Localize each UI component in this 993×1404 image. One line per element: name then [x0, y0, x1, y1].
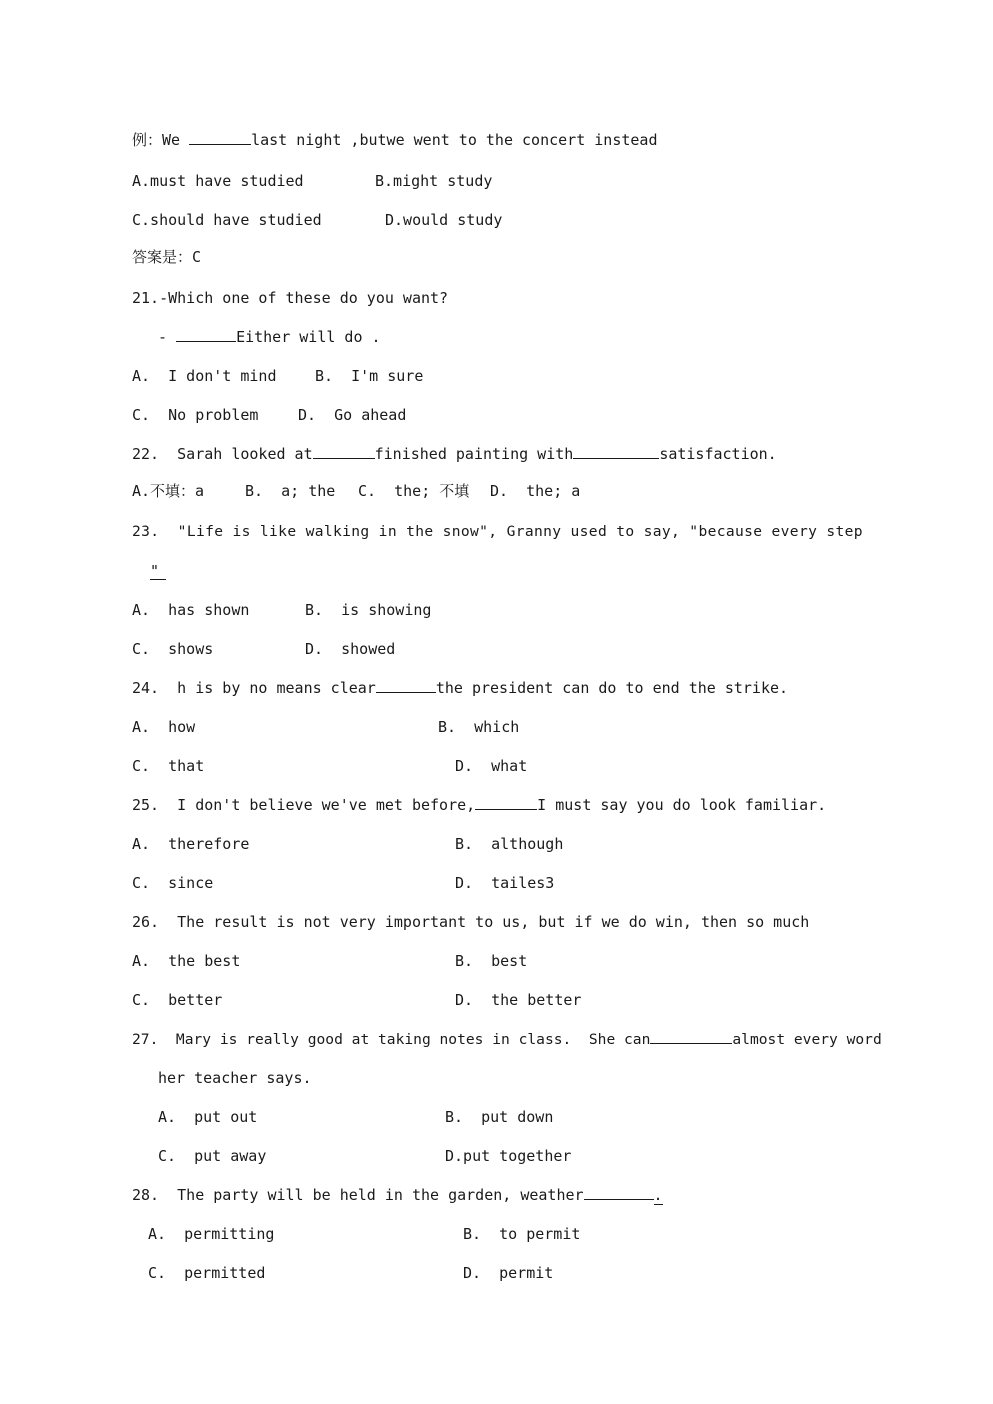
answer-blank-2 — [573, 444, 659, 459]
question-22-text: 22. Sarah looked at — [132, 445, 313, 463]
question-26: 26. The result is not very important to us, but if we do win, then so much — [132, 913, 810, 931]
q21-option-c: C. No problem — [132, 406, 259, 424]
q24-option-a: A. how — [132, 718, 196, 736]
q21-option-b: B. I'm sure — [315, 367, 424, 385]
question-27-text-end: almost every word — [732, 1031, 882, 1048]
q25-option-b: B. although — [455, 835, 564, 853]
question-24-text-end: the president can do to end the strike. — [435, 679, 789, 697]
question-22-text-end: satisfaction. — [659, 445, 777, 463]
example-question — [132, 130, 657, 150]
q21-option-a: A. I don't mind — [132, 367, 277, 385]
q27-option-c: C. put away — [158, 1147, 267, 1165]
q26-option-a: A. the best — [132, 952, 241, 970]
q28-option-c: C. permitted — [148, 1264, 266, 1282]
answer-blank — [584, 1185, 654, 1200]
example-option-c: C.should have studied — [132, 211, 322, 229]
q26-option-d: D. the better — [455, 991, 582, 1009]
q26-option-b: B. best — [455, 952, 528, 970]
q25-option-c: C. since — [132, 874, 214, 892]
question-23-line2: " — [150, 561, 166, 580]
question-28-text: 28. The party will be held in the garden, weather — [132, 1186, 584, 1204]
question-25-text: 25. I don't believe we've met before, — [132, 796, 476, 814]
question-24-text: 24. h is by no means clear — [132, 679, 376, 697]
answer-blank — [313, 444, 375, 459]
q23-option-c: C. shows — [132, 640, 214, 658]
answer-blank — [650, 1029, 732, 1044]
q22-option-c: C. the; 不填 — [358, 482, 470, 500]
question-21-dash: - — [158, 328, 177, 346]
example-option-d: D.would study — [385, 211, 503, 229]
example-question-text-end: last night ,butwe went to the concert instead — [251, 131, 658, 149]
answer-blank — [475, 795, 537, 810]
question-22 — [132, 444, 777, 464]
q27-option-a: A. put out — [158, 1108, 258, 1126]
q28-option-a: A. permitting — [148, 1225, 275, 1243]
q24-option-b: B. which — [438, 718, 520, 736]
q22-option-b: B. a; the — [245, 482, 336, 500]
example-answer: 答案是：C — [132, 248, 202, 266]
q23-option-d: D. showed — [305, 640, 396, 658]
q24-option-d: D. what — [455, 757, 528, 775]
answer-blank — [189, 130, 251, 145]
q28-option-b: B. to permit — [463, 1225, 581, 1243]
question-25 — [132, 795, 826, 815]
question-24 — [132, 678, 788, 698]
answer-blank — [376, 678, 436, 693]
question-25-text-end: I must say you do look familiar. — [537, 796, 827, 814]
example-option-a: A.must have studied — [132, 172, 304, 190]
question-21: 21.-Which one of these do you want? — [132, 289, 449, 307]
q27-option-d: D.put together — [445, 1147, 572, 1165]
question-28 — [132, 1185, 663, 1205]
question-27 — [132, 1029, 882, 1050]
example-option-b: B.might study — [375, 172, 493, 190]
answer-blank — [176, 327, 236, 342]
q21-option-d: D. Go ahead — [298, 406, 407, 424]
q22-option-a: A.不填：a — [132, 482, 205, 500]
question-21-line2 — [158, 327, 381, 347]
q23-option-b: B. is showing — [305, 601, 432, 619]
q23-option-a: A. has shown — [132, 601, 250, 619]
q25-option-a: A. therefore — [132, 835, 250, 853]
question-27-text: 27. Mary is really good at taking notes in class. She can — [132, 1031, 651, 1048]
question-27-line2: her teacher says. — [158, 1069, 312, 1087]
q22-option-d: D. the; a — [490, 482, 581, 500]
question-28-text-end: . — [653, 1186, 663, 1204]
question-22-text-mid: finished painting with — [374, 445, 574, 463]
example-question-text: 例：We — [132, 131, 190, 149]
q24-option-c: C. that — [132, 757, 205, 775]
q28-option-d: D. permit — [463, 1264, 554, 1282]
question-21-reply: Either will do . — [236, 328, 381, 346]
q26-option-c: C. better — [132, 991, 223, 1009]
question-23: 23. "Life is like walking in the snow", Granny used to say, "because every step — [132, 523, 863, 540]
q25-option-d: D. tailes3 — [455, 874, 555, 892]
q27-option-b: B. put down — [445, 1108, 554, 1126]
